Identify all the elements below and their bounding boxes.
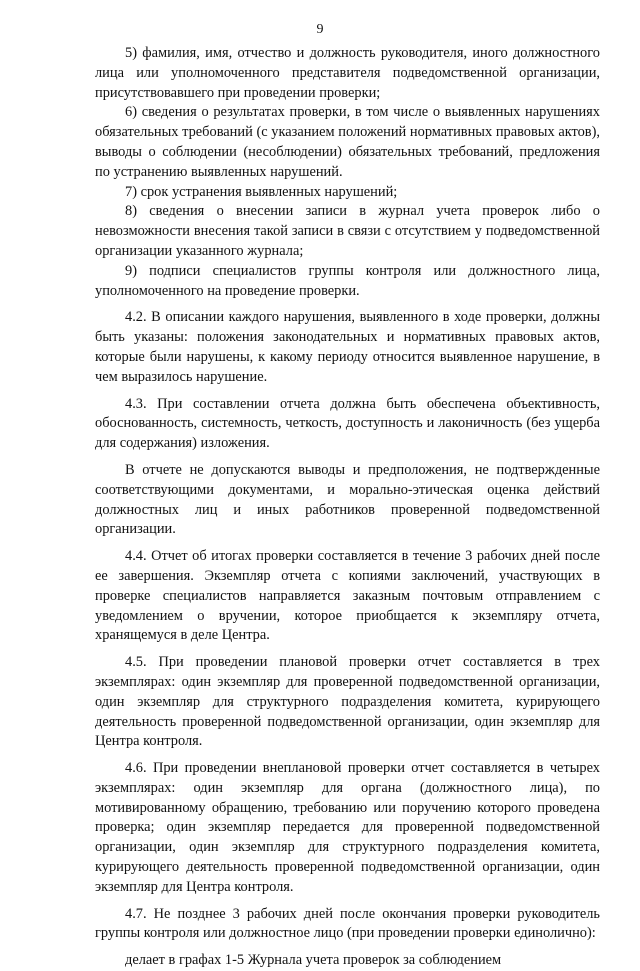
paragraph-item-8: 8) сведения о внесении записи в журнал учета проверок либо о невозможности внесения такой записи в связи с отсутствием у подведомственной организации указанного журнала; bbox=[95, 203, 600, 259]
paragraph-4-4: 4.4. Отчет об итогах проверки составляется в течение 3 рабочих дней после ее завершения. Экземпляр отчета с копиями заключений, участвующих в проверке специалистов направляется заказным почтовым отправлением с уведомлением о вручении, которое приобщается к экземпляру отчета, хранящемуся в деле Центра. bbox=[95, 548, 600, 644]
page-number: 9 bbox=[316, 22, 324, 37]
document-body bbox=[95, 44, 600, 971]
paragraph-4-6: 4.6. При проведении внеплановой проверки отчет составляется в четырех экземплярах: один экземпляр для органа (должностного лица), по мотивированному обращению, требованию или поручению которого проведена проверка; один экземпляр передается для проверенной подведомственной организации, один экземпляр для структурного подразделения комитета, курирующего деятельность проверенной подведомственной организации, один экземпляр для Центра контроля. bbox=[95, 760, 600, 895]
paragraph-item-6: 6) сведения о результатах проверки, в том числе о выявленных нарушениях обязательных требований (с указанием положений нормативных правовых актов), выводы о соблюдении (несоблюдении) обязательных требований, предложения по устранению выявленных нарушений. bbox=[95, 104, 600, 180]
paragraph-item-9: 9) подписи специалистов группы контроля или должностного лица, уполномоченного на проведение проверки. bbox=[95, 262, 600, 299]
paragraph-item-7: 7) срок устранения выявленных нарушений; bbox=[125, 183, 398, 200]
paragraph-4-3-note: В отчете не допускаются выводы и предположения, не подтвержденные соответствующими документами, и морально-этическая оценка действий должностных лиц и иных работников проверенной подведомственной организации. bbox=[95, 461, 600, 538]
paragraph-4-3: 4.3. При составлении отчета должна быть обеспечена объективность, обоснованность, системность, четкость, доступность и лаконичность (без ущерба для содержания) изложения. bbox=[95, 395, 600, 452]
paragraph-4-7: 4.7. Не позднее 3 рабочих дней после окончания проверки руководитель группы контроля или должностное лицо (при проведении проверки единолично): bbox=[95, 905, 600, 942]
paragraph-item-5: 5) фамилия, имя, отчество и должность руководителя, иного должностного лица или уполномоченного представителя подведомственной организации, присутствовавшего при проведении проверки; bbox=[95, 45, 600, 101]
paragraph-4-2: 4.2. В описании каждого нарушения, выявленного в ходе проверки, должны быть указаны: положения законодательных и нормативных правовых актов, которые были нарушены, к какому периоду относится выявленное нарушение, в чем выразилось нарушение. bbox=[95, 309, 600, 385]
paragraph-4-5: 4.5. При проведении плановой проверки отчет составляется в трех экземплярах: один экземпляр для проверенной подведомственной организации, один экземпляр для структурного подразделения комитета, курирующего деятельность проверенной подведомственной организации, один экземпляр для Центра контроля. bbox=[95, 654, 600, 750]
paragraph-4-7-action: делает в графах 1-5 Журнала учета проверок за соблюдением bbox=[125, 952, 502, 969]
